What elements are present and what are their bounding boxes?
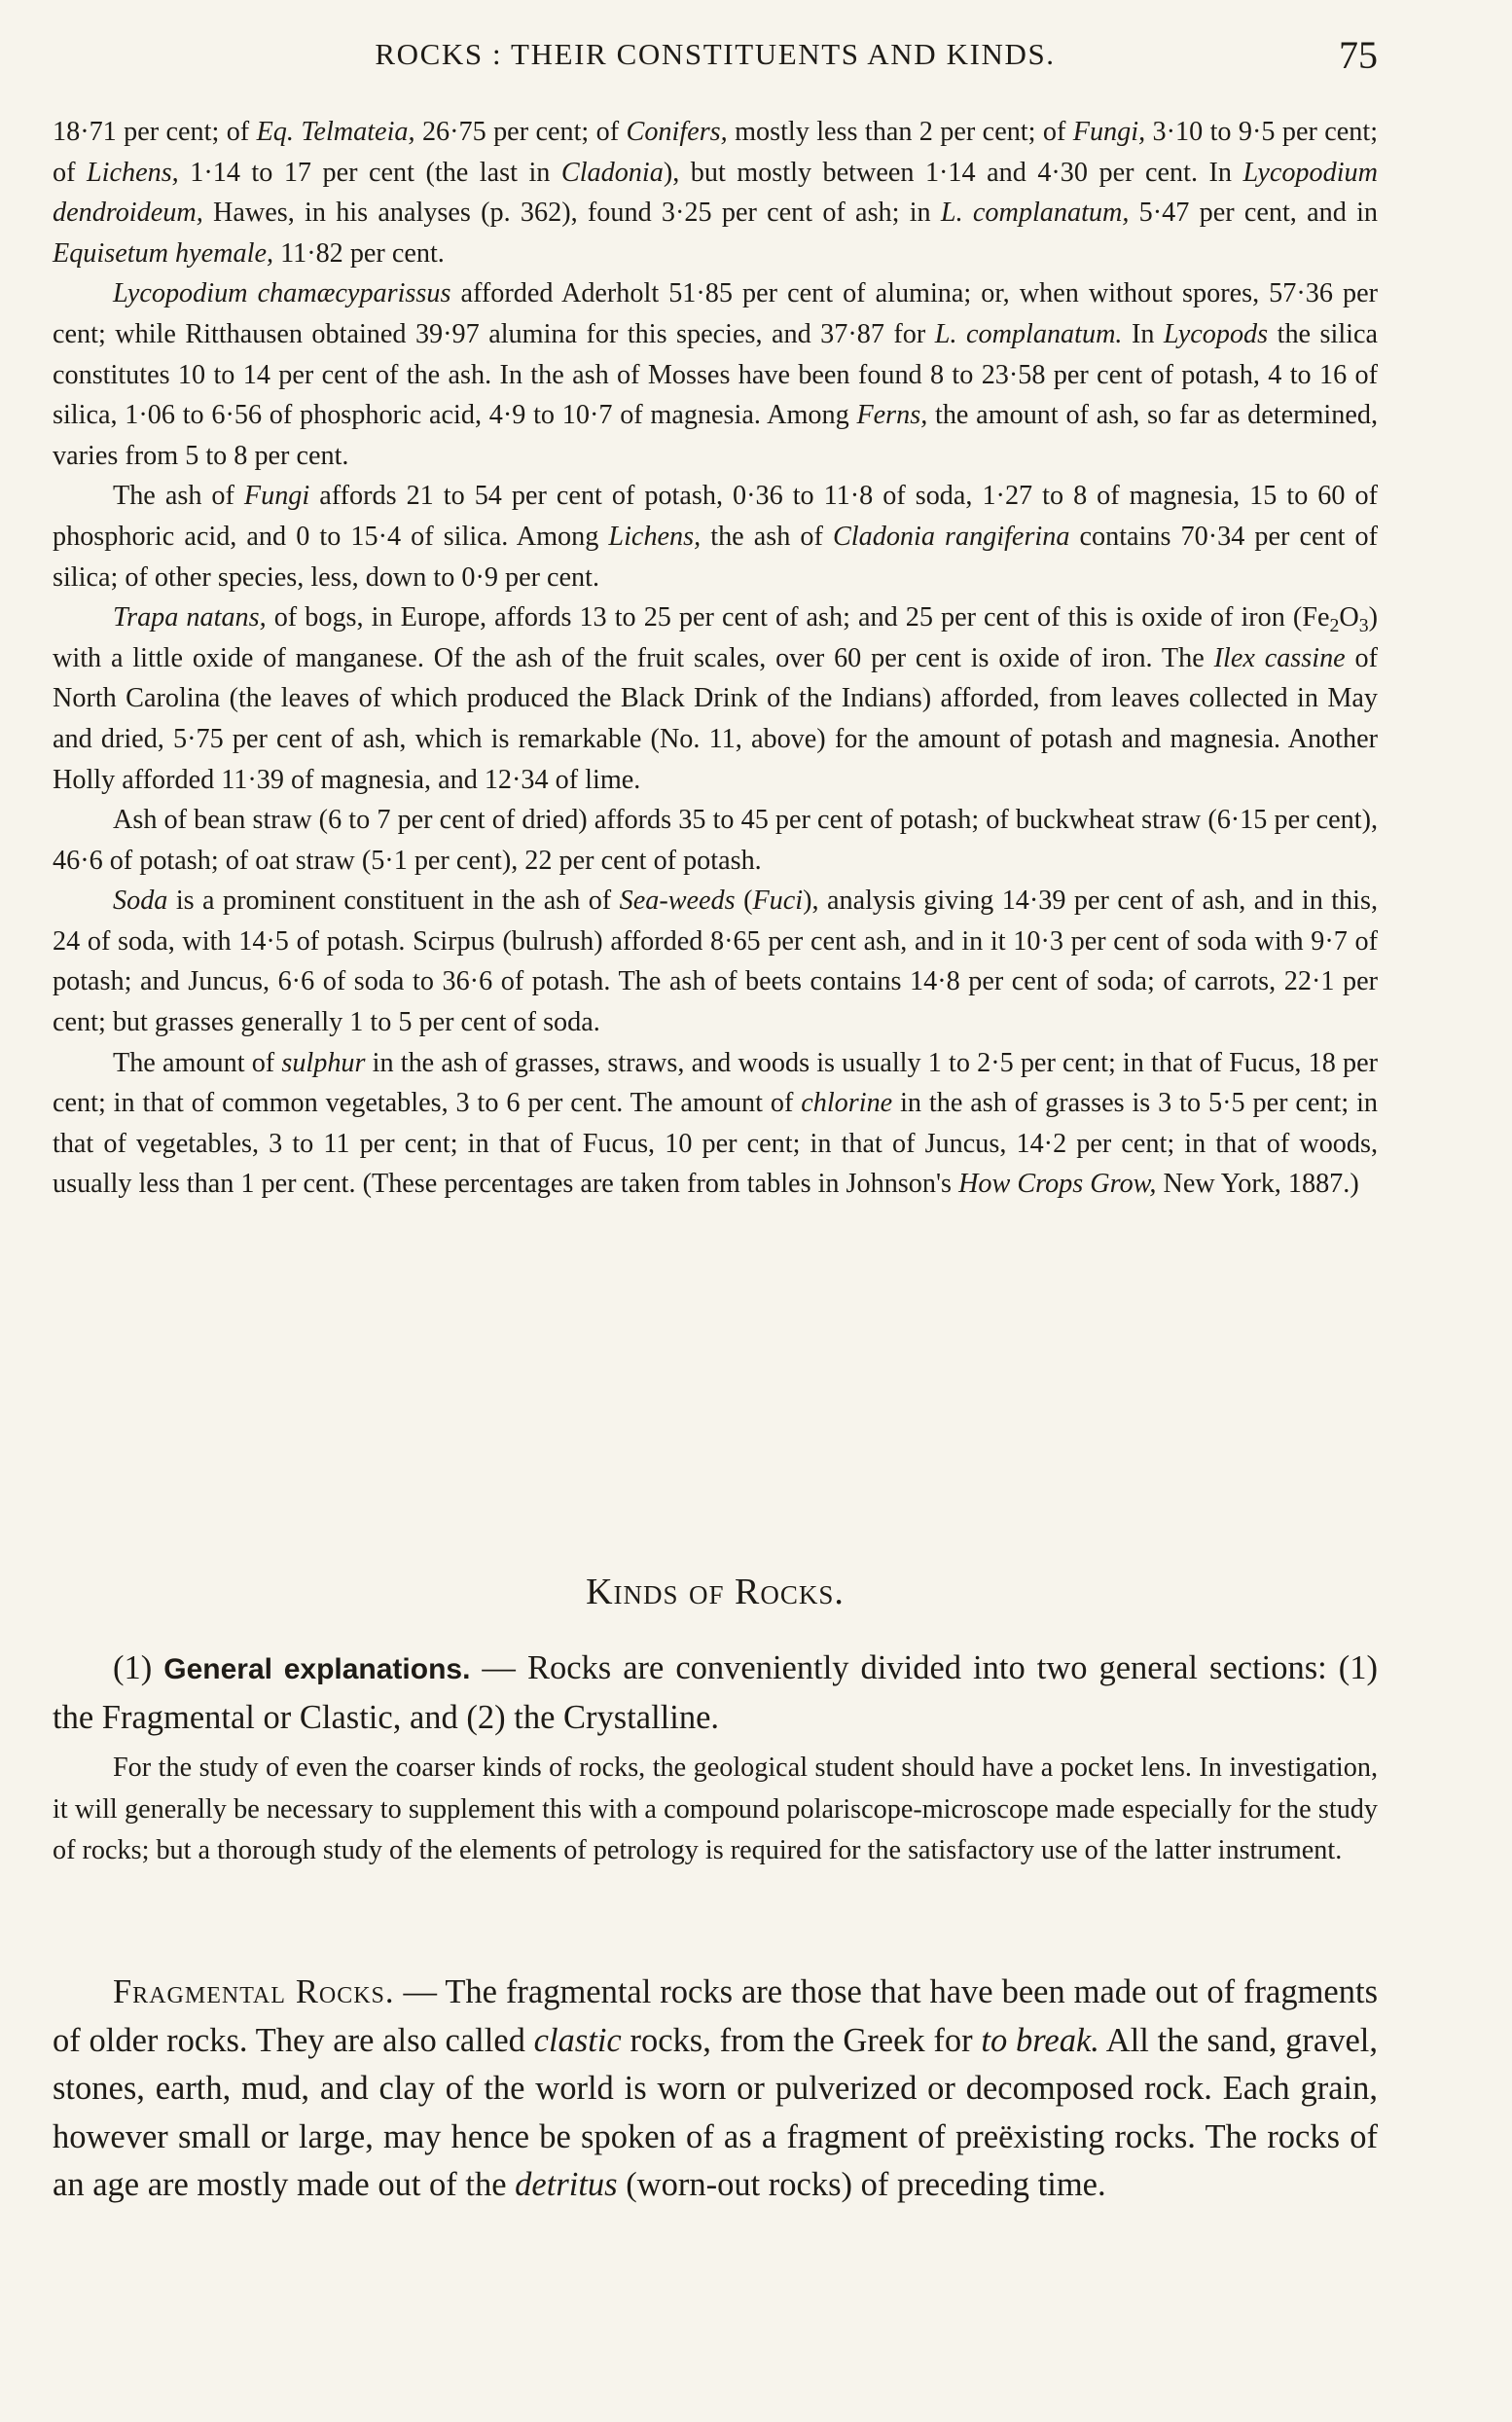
paragraph-fungi-lichens: The ash of Fungi affords 21 to 54 per cent of potash, 0·36 to 11·8 of soda, 1·27 to 8 of magnesia, 15 to 60 of phosphoric acid, and 0 to 15·4 of silica. Among Lichens, the ash of Cladonia rangiferina contains 70·34 per cent of silica; of other species, less, down to 0·9 per cent. bbox=[53, 481, 1378, 593]
paragraph-soda: Soda is a prominent constituent in the ash of Sea-weeds (Fuci), analysis giving 14·39 per cent of ash, and in this, 24 of soda, with 14·5 of potash. Scirpus (bulrush) afforded 8·65 per cent ash, and in it 10·3 per cent of soda with 9·7 of potash; and Juncus, 6·6 of soda to 36·6 of potash. The ash of beets contains 14·8 per cent of soda; of carrots, 22·1 per cent; but grasses generally 1 to 5 per cent of soda. bbox=[53, 886, 1379, 1038]
section-heading-kinds-of-rocks: Kinds of Rocks. bbox=[586, 1572, 845, 1612]
fragmental-rocks bbox=[53, 1969, 1378, 2210]
paragraph-equisetum-ash: 18·71 per cent; of Eq. Telmateia, 26·75 per cent; of Conifers, mostly less than 2 per cent; of Fungi, 3·10 to 9·5 per cent; of Lichens, 1·14 to 17 per cent (the last in Cladonia), but mostly between 1·14 and 4·30 per cent. In Lycopodium dendroideum, Hawes, in his analyses (p. 362), found 3·25 per cent of ash; in L. complanatum, 5·47 per cent, and in Equisetum hyemale, 11·82 per cent. bbox=[53, 117, 1379, 269]
fragmental-rocks-heading: Fragmental Rocks. bbox=[113, 1973, 395, 2010]
paragraph-sulphur-chlorine: The amount of sulphur in the ash of grasses, straws, and woods is usually 1 to 2·5 per cent; in that of Fucus, 18 per cent; in that of common vegetables, 3 to 6 per cent. The amount of chlorine in the ash of grasses is 3 to 5·5 per cent; in that of vegetables, 3 to 11 per cent; in that of Fucus, 10 per cent; in that of Juncus, 14·2 per cent; in that of woods, usually less than 1 per cent. (These percentages are taken from tables in Johnson's How Crops Grow, New York, 1887.) bbox=[53, 1047, 1378, 1200]
general-explanations bbox=[53, 1645, 1378, 1741]
page-number: 75 bbox=[1339, 32, 1378, 77]
paragraph-pocket-lens: For the study of even the coarser kinds of rocks, the geological student should have a pocket lens. In investigation, it will generally be necessary to supplement this with a compound polariscope-microscope made especially for the study of rocks; but a thorough study of the elements of petrology is required for the satisfactory use of the latter instrument. bbox=[53, 1753, 1378, 1865]
paragraph-lycopodium: Lycopodium chamæcyparissus afforded Aderholt 51·85 per cent of alumina; or, when without spores, 57·36 per cent; while Ritthausen obtained 39·97 alumina for this species, and 37·87 for L. complanatum. In Lycopods the silica constitutes 10 to 14 per cent of the ash. In the ash of Mosses have been found 8 to 23·58 per cent of potash, 4 to 16 of silica, 1·06 to 6·56 of phosphoric acid, 4·9 to 10·7 of magnesia. Among Ferns, the amount of ash, so far as determined, varies from 5 to 8 per cent. bbox=[53, 278, 1379, 471]
paragraph-fragmental-rocks: Fragmental Rocks. — The fragmental rocks are those that have been made out of fragments of older rocks. They are also called clastic rocks, from the Greek for to break. All the sand, gravel, stones, earth, mud, and clay of the world is worn or pulverized or decomposed rock. Each grain, however small or large, may hence be spoken of as a fragment of preëxisting rocks. The rocks of an age are mostly made out of the detritus (worn-out rocks) of preceding time. bbox=[53, 1973, 1378, 2203]
ash-analysis-text bbox=[53, 112, 1378, 1205]
paragraph-trapa-ilex: Trapa natans, of bogs, in Europe, affords 13 to 25 per cent of ash; and 25 per cent of this is oxide of iron $(Fe_2O_3)$ with a little oxide of manganese. Of the ash of the fruit scales, over 60 per cent is oxide of iron. The Ilex cassine of North Carolina (the leaves of which produced the Black Drink of the Indians) afforded, from leaves collected in May and dried, 5·75 per cent of ash, which is remarkable (No. 11, above) for the amount of potash and magnesia. Another Holly afforded 11·39 of magnesia, and 12·34 of lime. bbox=[53, 602, 1378, 795]
general-explanations-heading: General explanations. bbox=[163, 1653, 471, 1685]
pocket-lens-note bbox=[53, 1748, 1378, 1872]
paragraph-general-explanations: (1) General explanations. — Rocks are conveniently divided into two general sections: (1) the Fragmental or Clastic, and (2) the Crystalline. bbox=[53, 1649, 1378, 1736]
page-header bbox=[53, 29, 1378, 80]
running-head: ROCKS : THEIR CONSTITUENTS AND KINDS. bbox=[375, 37, 1056, 71]
paragraph-straw-ash: Ash of bean straw (6 to 7 per cent of dried) affords 35 to 45 per cent of potash; of buckwheat straw (6·15 per cent), 46·6 of potash; of oat straw (5·1 per cent), 22 per cent of potash. bbox=[53, 805, 1378, 876]
